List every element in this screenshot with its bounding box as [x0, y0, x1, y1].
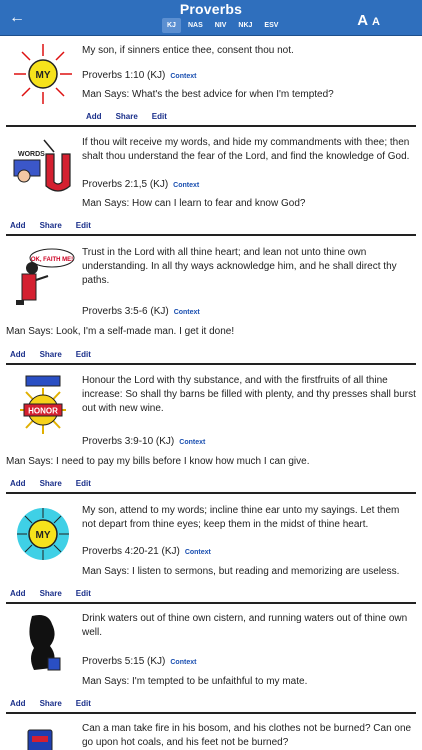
fire-bucket-icon	[26, 726, 56, 750]
version-tab-kj[interactable]: KJ	[162, 18, 181, 33]
edit-button[interactable]: Edit	[75, 350, 91, 359]
verse-reference	[82, 546, 211, 557]
divider	[6, 363, 416, 365]
verse-text: Can a man take fire in his bosom, and his clothes not be burned? Can one go upon hot coals, and his feet not be burned?	[82, 723, 412, 748]
entry-actions	[10, 699, 105, 708]
svg-text:OK, FAITH ME!: OK, FAITH ME!	[30, 257, 74, 263]
edit-button[interactable]: Edit	[151, 112, 167, 121]
cistern-figure-icon	[14, 612, 76, 676]
svg-text:WORDS: WORDS	[18, 151, 45, 158]
sun-my-cyan-icon	[12, 502, 74, 566]
man-says-text: Man Says: Look, I'm a self-made man. I get it done!	[6, 326, 235, 337]
font-decrease-button[interactable]: A	[372, 16, 380, 28]
verse-reference	[82, 306, 200, 317]
share-button[interactable]: Share	[39, 479, 62, 488]
version-tab-nas[interactable]: NAS	[187, 22, 203, 29]
entry-actions	[86, 112, 181, 121]
verse-card	[0, 130, 422, 238]
add-button[interactable]: Add	[86, 112, 102, 121]
verse-card	[0, 716, 422, 750]
context-link[interactable]: Context	[173, 182, 200, 189]
edit-button[interactable]: Edit	[75, 699, 91, 708]
man-says-text: Man Says: I listen to sermons, but reading and memorizing are useless.	[82, 566, 400, 577]
divider	[6, 125, 416, 127]
add-button[interactable]: Add	[10, 350, 26, 359]
verse-text: Drink waters out of thine own cistern, and running waters out of thine own well.	[82, 613, 408, 638]
add-button[interactable]: Add	[10, 479, 26, 488]
share-button[interactable]: Share	[39, 699, 62, 708]
man-says-text: Man Says: What's the best advice for when I'm tempted?	[82, 89, 334, 100]
arrow-left-icon: ←	[9, 9, 25, 26]
verse-text: Trust in the Lord with all thine heart; and lean not unto thine own understanding. In all thy ways acknowledge him, and he shall direct thy paths.	[82, 247, 397, 286]
share-button[interactable]: Share	[39, 589, 62, 598]
context-link[interactable]: Context	[173, 309, 200, 316]
svg-text:HONOR: HONOR	[28, 406, 58, 416]
man-says-text: Man Says: How can I learn to fear and know God?	[82, 198, 306, 209]
context-link[interactable]: Context	[184, 549, 211, 556]
svg-text:MY: MY	[35, 530, 51, 541]
divider	[6, 234, 416, 236]
add-button[interactable]: Add	[10, 221, 26, 230]
verse-text: Honour the Lord with thy substance, and with the firstfruits of all thine increase: So shall thy barns be filled with plenty, and thy presses shall burst out with new wine.	[82, 375, 416, 414]
sun-my-icon	[12, 42, 74, 106]
verse-reference	[82, 179, 199, 190]
page-title: Proverbs	[179, 1, 243, 17]
add-button[interactable]: Add	[10, 699, 26, 708]
context-link[interactable]: Context	[179, 439, 206, 446]
share-button[interactable]: Share	[115, 112, 138, 121]
verse-reference	[82, 436, 205, 447]
reference-text: Proverbs 4:20-21 (KJ)	[82, 546, 180, 557]
version-tab-niv[interactable]: NIV	[214, 22, 227, 29]
verse-text: My son, attend to my words; incline thine ear unto my sayings. Let them not depart from thine eyes; keep them in the midst of thine heart.	[82, 505, 400, 530]
entry-actions	[10, 479, 105, 488]
verse-reference	[82, 70, 196, 81]
edit-button[interactable]: Edit	[75, 589, 91, 598]
edit-button[interactable]: Edit	[75, 479, 91, 488]
verse-text: My son, if sinners entice thee, consent thou not.	[82, 45, 294, 56]
divider	[6, 492, 416, 494]
svg-text:MY: MY	[35, 70, 51, 81]
reference-text: Proverbs 2:1,5 (KJ)	[82, 179, 169, 190]
context-link[interactable]: Context	[170, 659, 197, 666]
divider	[6, 712, 416, 714]
top-navigation-bar	[0, 0, 422, 36]
man-says-text: Man Says: I'm tempted to be unfaithful to my mate.	[82, 676, 308, 687]
reference-text: Proverbs 3:9-10 (KJ)	[82, 436, 175, 447]
verse-card	[0, 496, 422, 604]
share-button[interactable]: Share	[39, 350, 62, 359]
verse-text: If thou wilt receive my words, and hide my commandments with thee; then shalt thou understand the fear of the Lord, and find the knowledge of God.	[82, 137, 410, 162]
share-button[interactable]: Share	[39, 221, 62, 230]
reference-text: Proverbs 1:10 (KJ)	[82, 70, 166, 81]
reference-text: Proverbs 3:5-6 (KJ)	[82, 306, 169, 317]
version-tab-nkj[interactable]: NKJ	[238, 22, 253, 29]
honor-banner-icon	[12, 374, 74, 438]
font-increase-button[interactable]: A	[357, 12, 369, 29]
ok-faith-man-icon	[12, 244, 78, 308]
version-selector	[162, 18, 283, 34]
verse-card	[0, 366, 422, 496]
verse-card	[0, 604, 422, 716]
version-tab-esv[interactable]: ESV	[264, 22, 279, 29]
entry-actions	[10, 221, 105, 230]
entry-actions	[10, 589, 105, 598]
entry-actions	[10, 350, 105, 359]
font-size-control	[357, 12, 380, 30]
verse-reference	[82, 656, 196, 667]
reference-text: Proverbs 5:15 (KJ)	[82, 656, 166, 667]
verse-card	[0, 40, 422, 130]
verse-card	[0, 238, 422, 366]
man-says-text: Man Says: I need to pay my bills before I know how much I can give.	[6, 456, 310, 467]
add-button[interactable]: Add	[10, 589, 26, 598]
context-link[interactable]: Context	[170, 73, 197, 80]
edit-button[interactable]: Edit	[75, 221, 91, 230]
words-magnet-icon	[8, 136, 78, 200]
